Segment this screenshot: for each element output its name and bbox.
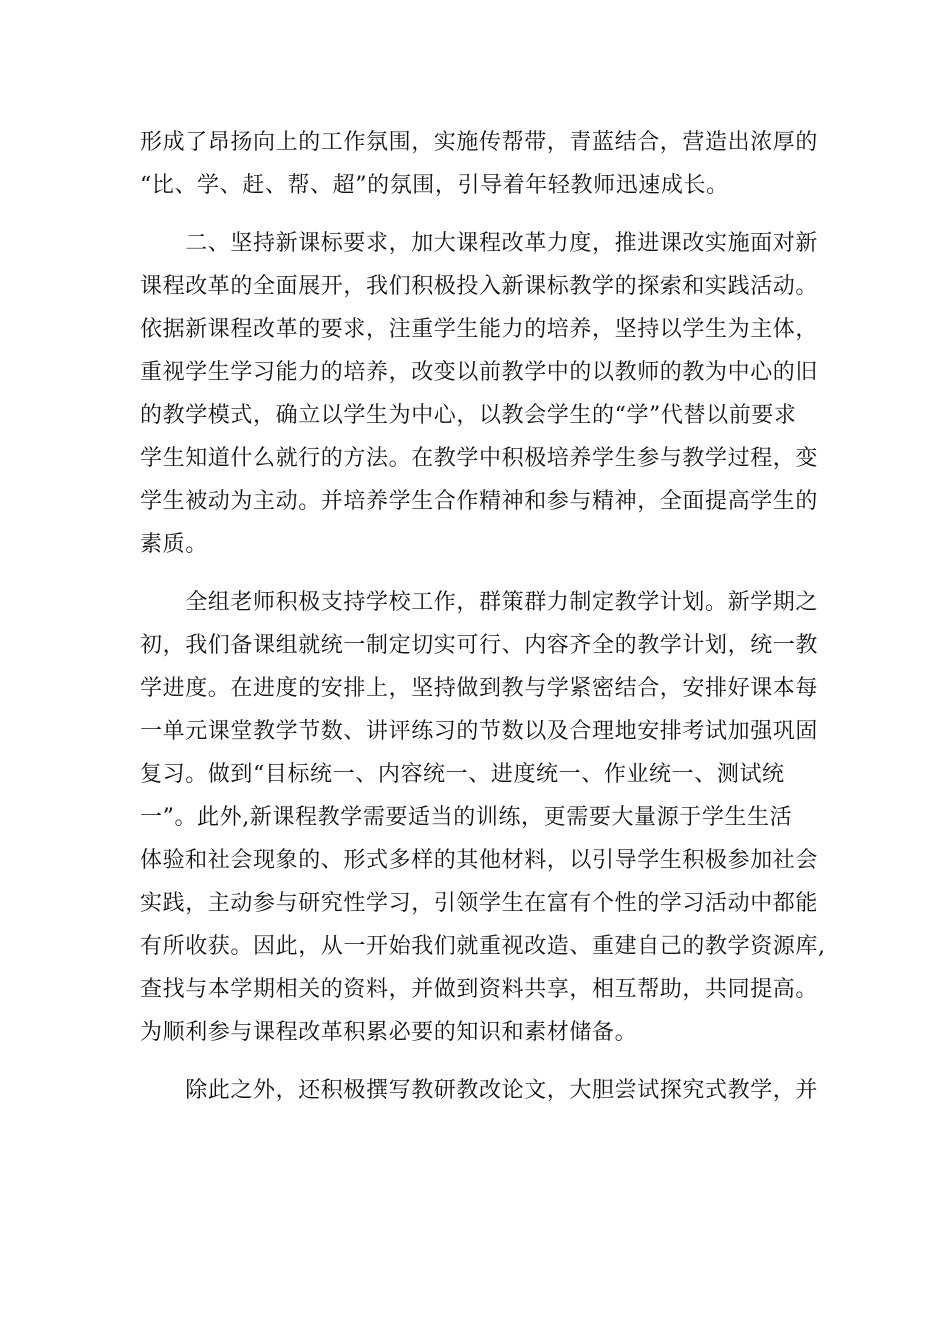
paragraph (140, 121, 830, 207)
text-line: 学生被动为主动。并培养学生合作精神和参与精神，全面提高学生的 (140, 489, 819, 514)
text-line: “比、学、赶、帮、超”的氛围，引导着年轻教师迅速成长。 (140, 173, 729, 198)
text-line: 复习。做到“目标统一、内容统一、进度统一、作业统一、测试统 (140, 762, 785, 787)
text-line: 的教学模式，确立以学生为中心，以教会学生的“学”代替以前要求 (140, 403, 797, 428)
text-line: 课程改革的全面展开，我们积极投入新课标教学的探索和实践活动。 (140, 274, 819, 299)
text-line: 初，我们备课组就统一制定切实可行、内容齐全的教学计划，统一教 (140, 633, 819, 658)
text-line: 学进度。在进度的安排上，坚持做到教与学紧密结合，安排好课本每 (140, 676, 819, 701)
text-line: 查找与本学期相关的资料，并做到资料共享，相互帮助，共同提高。 (140, 977, 819, 1002)
text-line: 素质。 (140, 532, 208, 557)
document-body (140, 121, 830, 1112)
text-line: 形成了昂扬向上的工作氛围，实施传帮带，青蓝结合，营造出浓厚的 (140, 130, 819, 155)
paragraph (140, 222, 830, 566)
text-line: 体验和社会现象的、形式多样的其他材料，以引导学生积极参加社会 (140, 848, 819, 873)
text-line: 全组老师积极支持学校工作，群策群力制定教学计划。新学期之 (140, 590, 819, 615)
text-line: 一”。此外,新课程教学需要适当的训练，更需要大量源于学生生活 (140, 805, 793, 830)
paragraph (140, 581, 830, 1054)
text-line: 一单元课堂教学节数、讲评练习的节数以及合理地安排考试加强巩固 (140, 719, 819, 744)
paragraph (140, 1069, 830, 1112)
text-line: 实践，主动参与研究性学习，引领学生在富有个性的学习活动中都能 (140, 891, 819, 916)
text-line: 除此之外，还积极撰写教研教改论文，大胆尝试探究式教学，并 (140, 1078, 819, 1103)
text-line: 依据新课程改革的要求，注重学生能力的培养，坚持以学生为主体， (140, 317, 819, 342)
text-line: 重视学生学习能力的培养，改变以前教学中的以教师的教为中心的旧 (140, 360, 819, 385)
text-line: 二、坚持新课标要求，加大课程改革力度，推进课改实施面对新 (140, 231, 819, 256)
text-line: 学生知道什么就行的方法。在教学中积极培养学生参与教学过程，变 (140, 446, 819, 471)
text-line: 有所收获。因此，从一开始我们就重视改造、重建自己的教学资源库, (140, 934, 826, 959)
text-line: 为顺利参与课程改革积累必要的知识和素材储备。 (140, 1020, 638, 1045)
